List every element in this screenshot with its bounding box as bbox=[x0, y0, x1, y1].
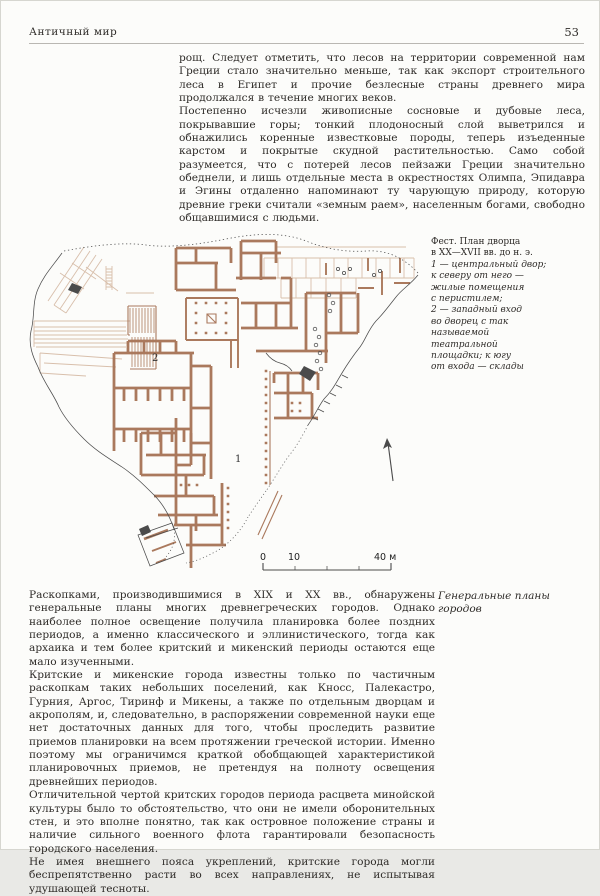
margin-note-line: Генеральные планы bbox=[438, 590, 550, 602]
body-text-column bbox=[29, 589, 435, 896]
margin-note bbox=[438, 590, 588, 617]
scale-label-0: 0 bbox=[260, 552, 267, 563]
caption-line: 1 — центральный двор; bbox=[431, 259, 547, 270]
figure-caption bbox=[431, 237, 585, 374]
caption-line: с перистилем; bbox=[431, 294, 503, 305]
body-paragraph-1: Раскопками, производившимися в XIX и XX вв., обнаружены генеральные планы многих древнегреческих городов. Однако наиболее полное освещение получила планировка более поздних периодов, а именно классического и эллинистического, тогда как архаика и тем более критский и микенский периоды остаются еще мало изученными. bbox=[29, 589, 435, 668]
body-paragraph-4: Не имея внешнего пояса укреплений, критские города могли беспрепятственно расти во всех направлениях, не испытывая удушающей тесноты. bbox=[29, 855, 435, 895]
running-title: Античный мир bbox=[29, 26, 118, 38]
caption-line: 2 — западный вход bbox=[431, 305, 522, 316]
caption-line: к северу от него — bbox=[431, 271, 524, 282]
body-paragraph-2: Критские и микенские города известны только по частичным раскопкам таких небольших поселений, как Кносс, Палекастро, Гурния, Аргос, Тиринф и Микены, а также по отдельным дворцам и акрополям, и, следовательно, в распоряжении современной науки еще нет достаточных данных для того, чтобы проследить развитие приемов планировки на всем протяжении греческой истории. Именно поэтому мы ограничимся краткой обобщающей характеристикой планировочных приемов, не претендуя на полноту освещения древнейших периодов. bbox=[29, 669, 435, 788]
header-rule bbox=[29, 43, 584, 44]
intro-paragraph-2: Постепенно исчезли живописные сосновые и дубовые леса, покрывавшие горы; тонкий плодоносный слой выветрился и обнажились коренные известковые породы, теперь изъеденные карстом и покрытые скудной растительностью. Само собой разумеется, что с потерей лесов пейзажи Греции значительно обеднели, и лишь отдельные места в окрестностях Олимпа, Эпидавра и Эгины отдаленно напоминают ту чарующую природу, которую древние греки считали «земным раем», населенным богами, свободно общавшимися с людьми. bbox=[179, 105, 585, 225]
body-paragraph-3: Отличительной чертой критских городов периода расцвета минойской культуры было то обстоятельство, что они не имели оборонительных стен, и это вполне понятно, так как островное положение страны и наличие сильного военного флота гарантировали безопасность городского населения. bbox=[29, 789, 435, 855]
caption-line: Фест. План дворца bbox=[431, 237, 521, 247]
intro-paragraph-1: рощ. Следует отметить, что лесов на территории современной нам Греции стало значительно меньше, так как экспорт строительного леса в Египет и прочие безлесные страны древнего мира продолжался в течение многих веков. bbox=[179, 52, 585, 105]
terrain-contours bbox=[30, 234, 418, 570]
margin-note-line: городов bbox=[438, 603, 482, 616]
label-west-entrance: 2 bbox=[152, 353, 159, 364]
north-arrow-icon bbox=[383, 438, 393, 481]
caption-line: называемой bbox=[431, 328, 490, 339]
intro-text-column bbox=[179, 52, 585, 225]
label-central-court: 1 bbox=[235, 454, 242, 465]
palace-walls bbox=[114, 241, 410, 568]
scale-label-40m: 40 м bbox=[374, 552, 397, 563]
caption-line: театральной bbox=[431, 339, 498, 350]
caption-line: в XX—XVII вв. до н. э. bbox=[431, 248, 533, 259]
page-number: 53 bbox=[564, 25, 579, 39]
caption-line: от входа — склады bbox=[431, 362, 524, 373]
caption-line: жилые помещения bbox=[431, 282, 525, 293]
scale-bar bbox=[260, 552, 396, 570]
phaistos-palace-plan-map bbox=[26, 233, 436, 585]
site-plan-figure bbox=[26, 233, 436, 585]
scale-label-10: 10 bbox=[288, 552, 301, 563]
caption-line: во дворец с так bbox=[431, 316, 509, 327]
caption-line: площадки; к югу bbox=[431, 351, 512, 362]
terrain-edge-west bbox=[30, 253, 174, 529]
